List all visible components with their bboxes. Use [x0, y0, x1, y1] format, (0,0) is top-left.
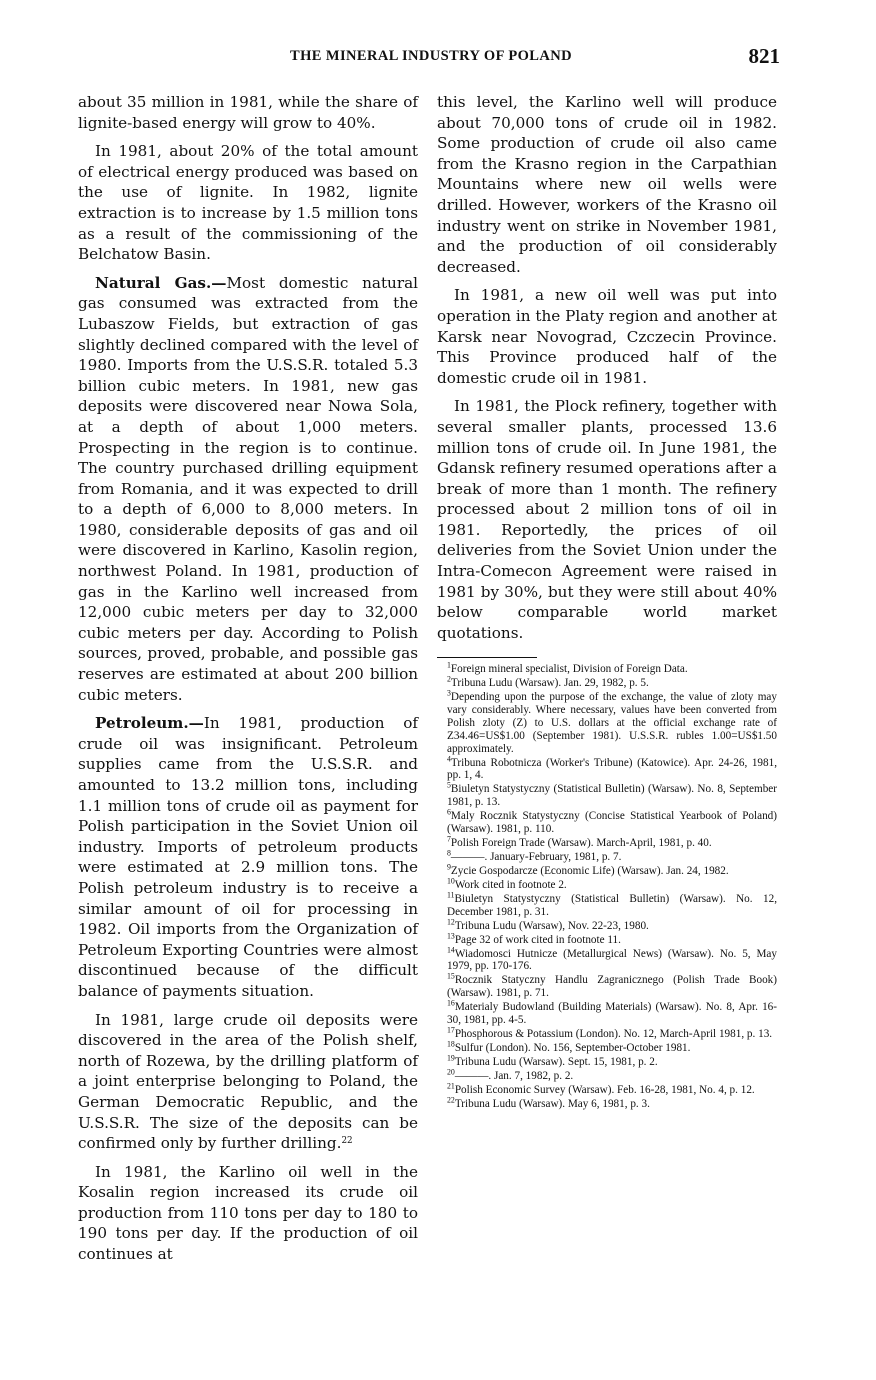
footnote-number: 20 — [447, 1067, 455, 1077]
footnote — [437, 848, 777, 864]
footnote-divider — [437, 657, 537, 658]
footnote-number: 3 — [447, 689, 451, 699]
footnote-text: Depending upon the purpose of the exchange, the value of zloty may vary considerably. Where necessary, values have been converted from Polish zloty (Z) to U.S. dollars at the official exchange rate of Z34.46=US$1.00 (September 1981). U.S.S.R. rubles 1.00=US$1.50 approximately. — [447, 691, 777, 755]
footnote-text: ———. Jan. 7, 1982, p. 2. — [454, 1069, 574, 1082]
footnote — [437, 1067, 777, 1083]
footnote — [437, 917, 777, 933]
paragraph: this level, the Karlino well will produce about 70,000 tons of crude oil in 1982. Some production of crude oil also came from the Krasno region in the Carpathian Mountains where new oil wells were drilled. However, workers of the Krasno oil industry went on strike in November 1981, and the production of oil considerably decreased. — [437, 93, 777, 276]
footnote — [437, 783, 777, 809]
footnote-number: 15 — [447, 972, 455, 982]
footnote-text: Foreign mineral specialist, Division of Foreign Data. — [450, 663, 688, 676]
footnote — [437, 862, 777, 878]
footnote-text: Polish Foreign Trade (Warsaw). March-April, 1981, p. 40. — [450, 836, 712, 849]
footnote-number: 4 — [447, 754, 451, 764]
section-heading-petroleum: Petroleum.— — [95, 714, 204, 733]
footnote-text: Work cited in footnote 2. — [454, 878, 567, 891]
footnote — [437, 998, 777, 1027]
paragraph: In 1981, the Karlino oil well in the Kosalin region increased its crude oil production from 110 tons per day to 180 to 190 tons per day. If the production of oil continues at — [78, 1162, 418, 1264]
footnote — [437, 1095, 777, 1111]
footnote-number: 14 — [447, 945, 455, 955]
footnote — [437, 945, 777, 974]
footnote — [437, 974, 777, 1000]
paragraph-body: In 1981, large crude oil deposits were discovered in the area of the Polish shelf, north of Rozewa, by the drilling platform of a joint enterprise belonging to Poland, the German Democratic Republic, and the U.S.S.R. The size of the deposits can be confirmed only by further drilling. — [78, 1010, 418, 1153]
footnote — [437, 931, 777, 947]
footnote — [437, 754, 777, 783]
footnote-text: Tribuna Robotnicza (Worker's Tribune) (Katowice). Apr. 24-26, 1981, pp. 1, 4. — [447, 756, 777, 782]
paragraph-body: Most domestic natural gas consumed was extracted from the Lubaszow Fields, but extraction of gas slightly declined compared with the level of 1980. Imports from the U.S.S.R. totaled 5.3 billion cubic meters. In 1981, new gas deposits were discovered near Nowa Sola, at a depth of about 1,000 meters. Prospecting in the region is to continue. The country purchased drilling equipment from Romania, and it was expected to drill to a depth of 6,000 to 8,000 meters. In 1980, considerable deposits of gas and oil were discovered in Karlino, Kasolin region, northwest Poland. In 1981, production of gas in the Karlino well increased from 12,000 cubic meters per day to 32,000 cubic meters per day. According to Polish sources, proved, probable, and possible gas reserves are estimated at about 200 billion cubic meters. — [78, 273, 418, 704]
footnote — [437, 890, 777, 919]
footnote-number: 6 — [447, 807, 451, 817]
page-header — [78, 44, 784, 78]
footnote-text: Maly Rocznik Statystyczny (Concise Statistical Yearbook of Poland) (Warsaw). 1981, p. 110. — [447, 810, 777, 835]
footnote-text: Materialy Budowland (Building Materials) (Warsaw). No. 8, Apr. 16-30, 1981, pp. 4-5. — [447, 1001, 777, 1026]
paragraph: In 1981, about 20% of the total amount of electrical energy produced was based on the use of lignite. In 1982, lignite extraction is to increase by 1.5 million tons as a result of the commissioning of the Belchatow Basin. — [78, 142, 418, 264]
paragraph-body: In 1981, production of crude oil was insignificant. Petroleum supplies came from the U.S.S.R. and amounted to 13.2 million tons, including 1.1 million tons of crude oil as payment for Polish participation in the Soviet Union oil industry. Imports of petroleum products were estimated at 2.9 million tons. The Polish petroleum industry is to receive a similar amount of oil for processing in 1982. Oil imports from the Organization of Petroleum Exporting Countries were almost discontinued because of the difficult balance of payments situation. — [78, 714, 418, 1000]
footnote-number: 13 — [447, 931, 455, 941]
footnote-number: 17 — [447, 1025, 455, 1035]
paragraph-petroleum — [78, 713, 418, 1001]
footnote-number: 9 — [447, 862, 451, 872]
footnote-text: ———. January-February, 1981, p. 7. — [450, 850, 622, 863]
footnote-number: 18 — [447, 1039, 455, 1049]
footnote-text: Tribuna Ludu (Warsaw). Sept. 15, 1981, p. 2. — [454, 1055, 658, 1068]
paragraph: In 1981, a new oil well was put into operation in the Platy region and another at Karsk near Novograd, Czczecin Province. This Province produced half of the domestic crude oil in 1981. — [437, 286, 777, 387]
footnote-text: Phosphorous & Potassium (London). No. 12, March-April 1981, p. 13. — [454, 1027, 773, 1040]
footnote-number: 1 — [447, 661, 451, 671]
running-head: THE MINERAL INDUSTRY OF POLAND — [290, 48, 572, 64]
footnote — [437, 1025, 777, 1041]
paragraph — [78, 1010, 418, 1154]
footnote — [437, 876, 777, 892]
footnote-text: Sulfur (London). No. 156, September-October 1981. — [454, 1041, 691, 1054]
footnote — [437, 677, 777, 690]
footnote-number: 19 — [447, 1053, 455, 1063]
footnote-text: Rocznik Statyczny Handlu Zagranicznego (Polish Trade Book) (Warsaw). 1981, p. 71. — [447, 974, 777, 1000]
footnote-number: 8 — [447, 848, 451, 858]
footnote-text: Tribuna Ludu (Warsaw). May 6, 1981, p. 3. — [454, 1097, 650, 1110]
footnote-number: 2 — [447, 675, 451, 685]
left-column — [78, 92, 418, 1273]
footnote-number: 21 — [447, 1081, 455, 1091]
footnote-number: 22 — [447, 1095, 455, 1105]
footnote-number: 5 — [447, 781, 451, 791]
page-number: 821 — [748, 44, 780, 68]
section-heading-natural-gas: Natural Gas.— — [95, 273, 227, 292]
footnote-text: Tribuna Ludu (Warsaw), Nov. 22-23, 1980. — [454, 919, 649, 932]
footnote-text: Zycie Gospodarcze (Economic Life) (Warsaw). Jan. 24, 1982. — [450, 864, 729, 877]
footnote-text: Page 32 of work cited in footnote 11. — [454, 933, 621, 946]
paragraph: In 1981, the Plock refinery, together with several smaller plants, processed 13.6 million tons of crude oil. In June 1981, the Gdansk refinery resumed operations after a break of more than 1 month. The refinery processed about 2 million tons of oil in 1981. Reportedly, the prices of oil deliveries from the Soviet Union under the Intra-Comecon Agreement were raised in 1981 by 30%, but they were still about 40% below comparable world market quotations. — [437, 397, 777, 642]
footnote-number: 12 — [447, 917, 455, 927]
footnote — [437, 1081, 777, 1097]
footnote-text: Wiadomosci Hutnicze (Metallurgical News) (Warsaw). No. 5, May 1979, pp. 170-176. — [447, 947, 777, 973]
footnote-reference: 22 — [341, 1136, 353, 1147]
footnote-text: Tribuna Ludu (Warsaw). Jan. 29, 1982, p. 5. — [450, 677, 649, 690]
footnote — [437, 1039, 777, 1055]
footnote-text: Biuletyn Statystyczny (Statistical Bulletin) (Warsaw). No. 8, September 1981, p. 13. — [447, 783, 777, 809]
footnote-number: 11 — [447, 890, 455, 900]
footnote-number: 16 — [447, 998, 455, 1008]
footnote-text: Polish Economic Survey (Warsaw). Feb. 16-28, 1981, No. 4, p. 12. — [454, 1083, 755, 1096]
footnotes — [437, 663, 777, 1110]
right-column — [437, 92, 777, 1112]
footnote — [437, 663, 777, 676]
paragraph-natural-gas — [78, 273, 418, 705]
footnote — [437, 834, 777, 850]
footnote — [437, 807, 777, 836]
footnote-text: Biuletyn Statystyczny (Statistical Bulletin) (Warsaw). No. 12, December 1981, p. 31. — [447, 892, 777, 918]
footnote-number: 10 — [447, 876, 455, 886]
paragraph: about 35 million in 1981, while the share of lignite-based energy will grow to 40%. — [78, 93, 418, 132]
footnote-number: 7 — [447, 834, 451, 844]
footnote — [437, 1053, 777, 1069]
footnote — [437, 691, 777, 755]
